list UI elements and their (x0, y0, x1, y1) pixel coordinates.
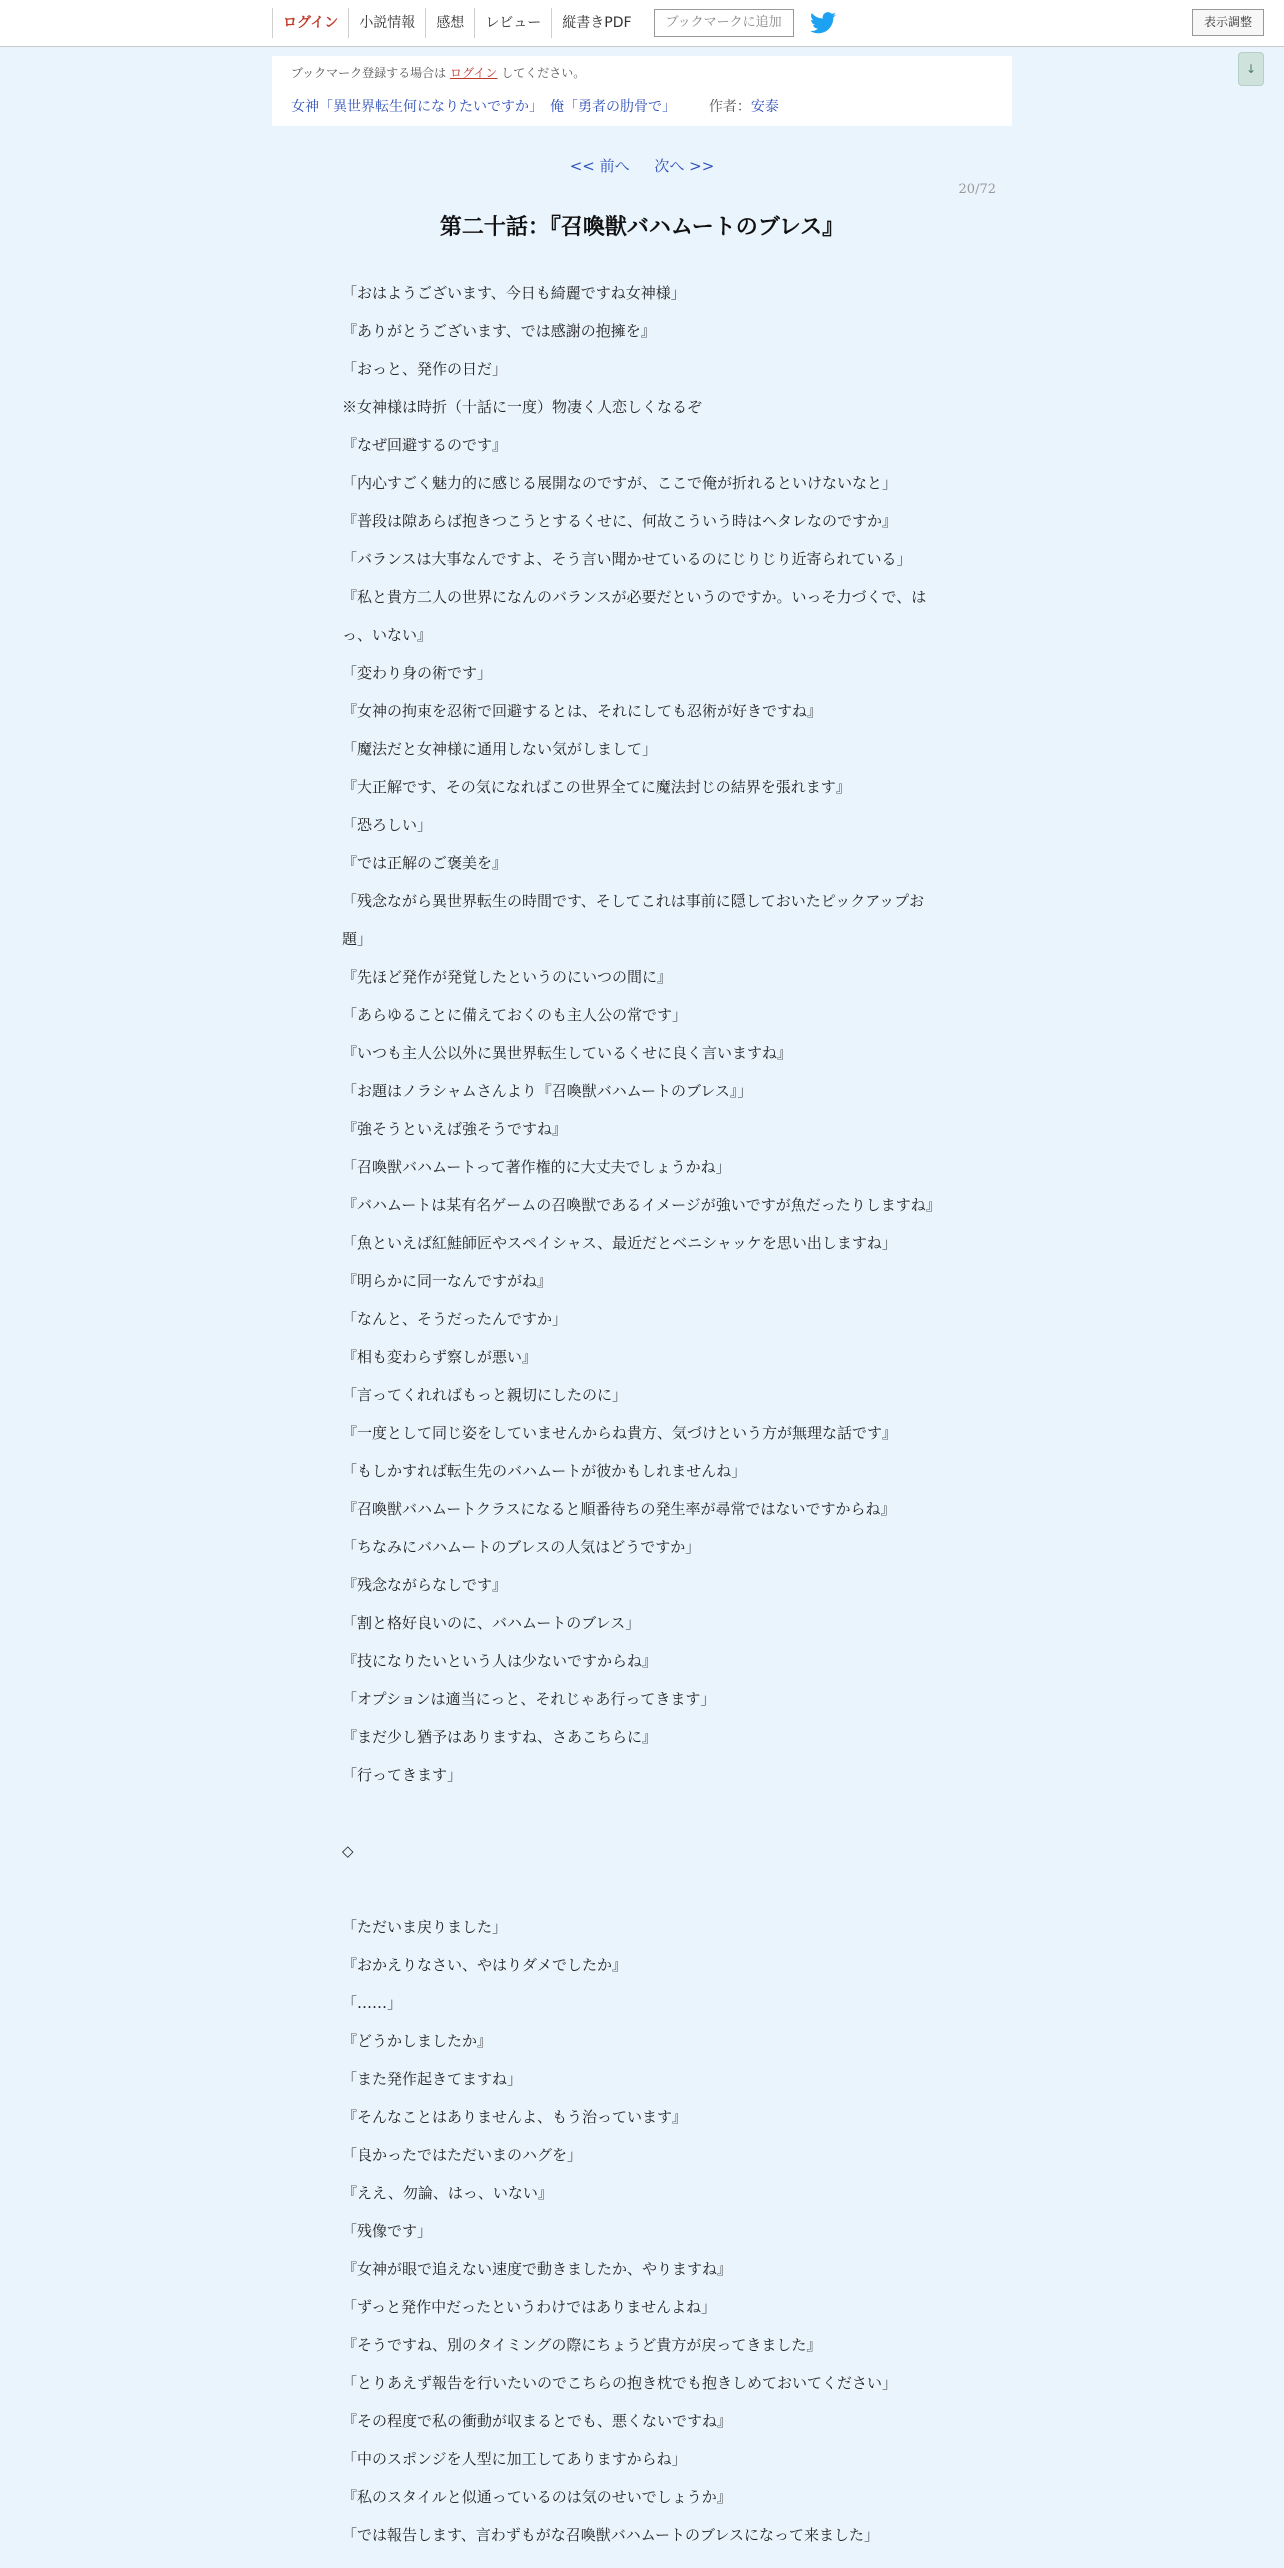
body-line: 「中のスポンジを人型に加工してありますからね」 (342, 2450, 687, 2468)
body-line: 「とりあえず報告を行いたいのでこちらの抱き枕でも抱きしめておいてください」 (342, 2374, 898, 2392)
body-line: 「恐ろしい」 (342, 816, 433, 834)
chapter-title: 第二十話：『召喚獣バハムートのブレス』 (439, 215, 845, 240)
body-line: 「おっと、発作の日だ」 (342, 360, 508, 378)
twitter-icon[interactable] (810, 12, 836, 34)
body-line: 「魚といえば紅鮭師匠やスペイシャス、最近だとベニシャッケを思い出しますね」 (342, 1234, 897, 1252)
body-line: 『一度として同じ姿をしていませんからね貴方、気づけという方が無理な話です』 (342, 1424, 898, 1442)
author-name-link[interactable]: 安泰 (750, 99, 779, 115)
chapter-body (342, 274, 942, 2554)
body-line: 『技になりたいという人は少ないですからね』 (342, 1652, 658, 1670)
body-line: 『その程度で私の衝動が収まるとでも、悪くないですね』 (342, 2412, 733, 2430)
body-line: 「召喚獣バハムートって著作権的に大丈夫でしょうかね」 (342, 1158, 731, 1176)
body-line: 『召喚獣バハムートクラスになると順番待ちの発生率が尋常ではないですからね』 (342, 1500, 896, 1518)
nav-review-link[interactable]: レビュー (474, 8, 551, 38)
body-line: 『相も変わらず察しが悪い』 (342, 1348, 538, 1366)
body-line: 「変わり身の術です」 (342, 664, 493, 682)
body-line: 「……」 (342, 1994, 403, 2012)
chapter-pager (0, 155, 1284, 176)
body-line: 「残像です」 (342, 2222, 433, 2240)
body-line: 『強そうといえば強そうですね』 (342, 1120, 568, 1138)
body-line: 『女神の拘束を忍術で回避するとは、それにしても忍術が好きですね』 (342, 702, 823, 720)
body-line: 『ええ、勿論、はっ、いない』 (342, 2184, 553, 2202)
display-settings-button[interactable]: 表示調整 (1192, 9, 1264, 36)
body-line: 『女神が眼で追えない速度で動きましたか、やりますね』 (342, 2260, 733, 2278)
body-line: 「では報告します、言わずもがな召喚獣バハムートのブレスになって来ました」 (342, 2526, 880, 2544)
body-line: 『大正解です、その気になればこの世界全てに魔法封じの結界を張れます』 (342, 778, 851, 796)
body-line: 題」 (342, 930, 373, 948)
body-line: 『普段は隙あらば抱きつこうとするくせに、何故こういう時はヘタレなのですか』 (342, 512, 898, 530)
body-line: 『そうですね、別のタイミングの際にちょうど貴方が戻ってきました』 (342, 2336, 822, 2354)
body-line: 「ちなみにバハムートのブレスの人気はどうですか」 (342, 1538, 701, 1556)
body-line (342, 1794, 942, 1832)
body-line: 「オプションは適当にっと、それじゃあ行ってきます」 (342, 1690, 716, 1708)
top-navigation-bar (0, 0, 1284, 47)
body-line: 「なんと、そうだったんですか」 (342, 1310, 568, 1328)
body-line: 『バハムートは某有名ゲームの召喚獣であるイメージが強いですが魚だったりしますね』 (342, 1196, 941, 1214)
body-line: 『明らかに同一なんですがね』 (342, 1272, 553, 1290)
body-line: 『どうかしましたか』 (342, 2032, 493, 2050)
next-chapter-link[interactable]: 次へ >> (654, 157, 715, 175)
body-line: 「言ってくれればもっと親切にしたのに」 (342, 1386, 628, 1404)
body-line: 「残念ながら異世界転生の時間です、そしてこれは事前に隠しておいたピックアップお (342, 892, 925, 910)
body-line: 「また発作起きてますね」 (342, 2070, 523, 2088)
body-line: 「内心すごく魅力的に感じる展開なのですが、ここで俺が折れるといけないなと」 (342, 474, 898, 492)
bookmark-notice (291, 64, 585, 81)
body-line: 『私のスタイルと似通っているのは気のせいでしょうか』 (342, 2488, 732, 2506)
body-line: 「魔法だと女神様に通用しない気がしまして」 (342, 740, 658, 758)
body-line: ◇ (342, 1842, 354, 1860)
body-line: 「ただいま戻りました」 (342, 1918, 508, 1936)
body-line: 『まだ少し猶予はありますね、さあこちらに』 (342, 1728, 658, 1746)
body-line: ※女神様は時折（十話に一度）物凄く人恋しくなるぞ (342, 398, 703, 416)
body-line: 『そんなことはありませんよ、もう治っています』 (342, 2108, 688, 2126)
series-info (291, 96, 779, 116)
body-line: 「行ってきます」 (342, 1766, 463, 1784)
body-line: 「おはようございます、今日も綺麗ですね女神様」 (342, 284, 686, 302)
author-label: 作者： (708, 99, 751, 115)
body-line: 「割と格好良いのに、バハムートのブレス」 (342, 1614, 641, 1632)
body-line: 「お題はノラシャムさんより『召喚獣バハムートのブレス』」 (342, 1082, 753, 1100)
nav-login-link[interactable]: ログイン (272, 8, 348, 38)
body-line: っ、いない』 (342, 626, 433, 644)
notice-login-link[interactable]: ログイン (450, 66, 498, 80)
series-title-link[interactable]: 女神「異世界転生何になりたいですか」 俺「勇者の肋骨で」 (291, 99, 676, 115)
body-line: 『ありがとうございます、では感謝の抱擁を』 (342, 322, 656, 340)
body-line: 「もしかすれば転生先のバハムートが彼かもしれませんね」 (342, 1462, 747, 1480)
notice-text-before: ブックマーク登録する場合は (291, 66, 447, 80)
scroll-down-button[interactable]: ↓ (1238, 52, 1264, 86)
main-nav (272, 8, 836, 38)
nav-novel-info-link[interactable]: 小説情報 (348, 8, 425, 38)
body-line: 「ずっと発作中だったというわけではありませんよね」 (342, 2298, 717, 2316)
body-line: 「あらゆることに備えておくのも主人公の常です」 (342, 1006, 688, 1024)
body-line: 「バランスは大事なんですよ、そう言い聞かせているのにじりじり近寄られている」 (342, 550, 912, 568)
body-line: 『残念ながらなしです』 (342, 1576, 508, 1594)
nav-impressions-link[interactable]: 感想 (425, 8, 474, 38)
chapter-count: 20/72 (958, 182, 996, 197)
body-line: 「良かったではただいまのハグを」 (342, 2146, 583, 2164)
body-line (342, 1870, 942, 1908)
body-line: 『私と貴方二人の世界になんのバランスが必要だというのですか。いっそ力づくで、は (342, 588, 927, 606)
notice-text-after: してください。 (501, 66, 586, 80)
body-line: 『なぜ回避するのです』 (342, 436, 508, 454)
novel-info-box (272, 56, 1012, 126)
body-line: 『先ほど発作が発覚したというのにいつの間に』 (342, 968, 673, 986)
body-line: 『いつも主人公以外に異世界転生しているくせに良く言いますね』 (342, 1044, 793, 1062)
prev-chapter-link[interactable]: << 前へ (569, 157, 630, 175)
nav-vertical-pdf-link[interactable]: 縦書きPDF (551, 8, 641, 38)
body-line: 『では正解のご褒美を』 (342, 854, 508, 872)
body-line: 『おかえりなさい、やはりダメでしたか』 (342, 1956, 628, 1974)
add-bookmark-button[interactable]: ブックマークに追加 (654, 9, 794, 37)
